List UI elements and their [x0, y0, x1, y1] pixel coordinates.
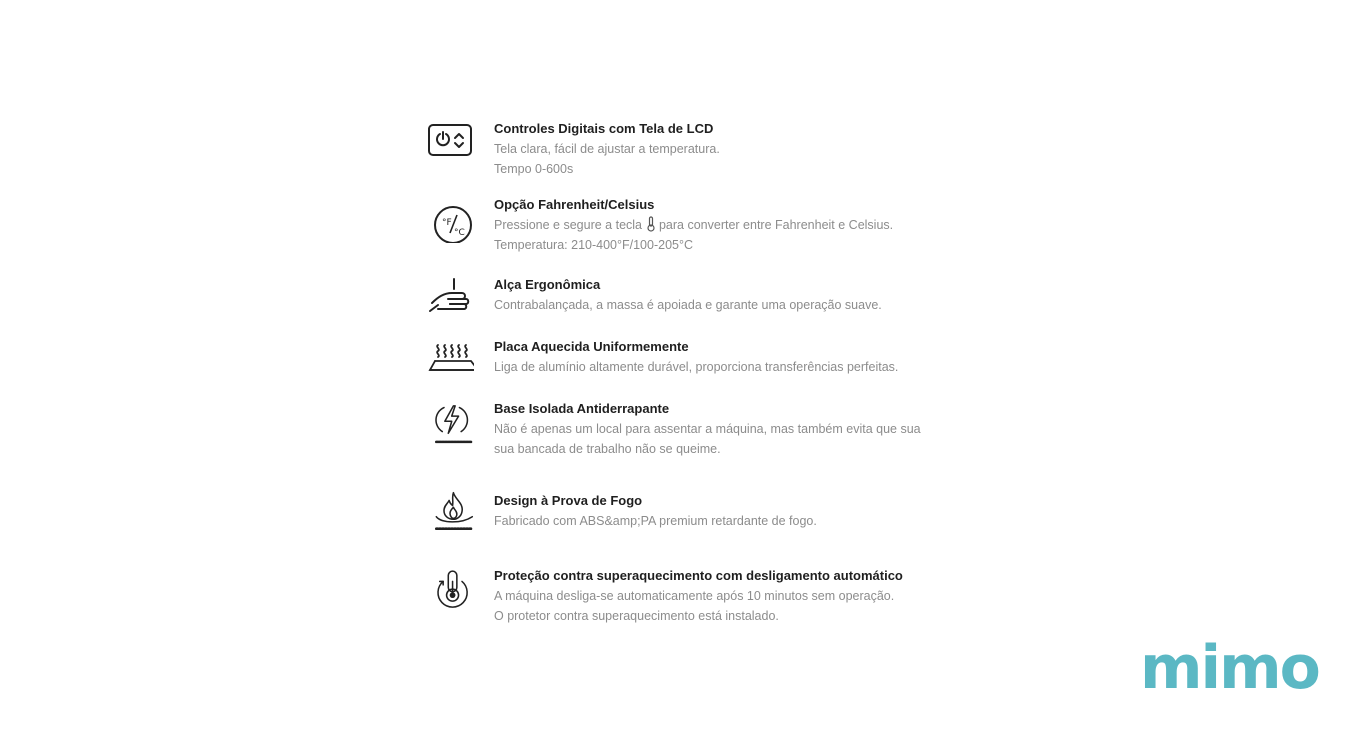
hand-handle-icon: [426, 275, 474, 323]
svg-text:°C: °C: [454, 228, 465, 238]
feature-title: Design à Prova de Fogo: [494, 493, 643, 508]
feature-desc-line: Fabricado com ABS&amp;PA premium retardante de fogo.: [494, 514, 817, 528]
insulated-base-icon: [426, 399, 474, 447]
feature-desc-line: O protetor contra superaquecimento está instalado.: [494, 609, 779, 623]
feature-desc-line: Liga de alumínio altamente durável, proporciona transferências perfeitas.: [494, 360, 899, 374]
mimo-logo: [1140, 630, 1320, 700]
feature-desc-line: Tela clara, fácil de ajustar a temperatura.: [494, 142, 720, 156]
thermometer-key-icon: [646, 216, 656, 232]
fireproof-icon: [426, 491, 474, 539]
heated-plate-icon: [426, 337, 474, 385]
feature-desc-line: Temperatura: 210-400°F/100-205°C: [494, 238, 693, 252]
logo-text: mimo: [1140, 633, 1319, 700]
feature-desc-before-key: Pressione e segure a tecla: [494, 218, 643, 232]
feature-title: Proteção contra superaquecimento com desligamento automático: [494, 568, 903, 583]
feature-desc-after-key: para converter entre Fahrenheit e Celsius.: [658, 218, 894, 232]
feature-desc-line: Contrabalançada, a massa é apoiada e garante uma operação suave.: [494, 298, 882, 312]
feature-desc-line: A máquina desliga-se automaticamente após 10 minutos sem operação.: [494, 589, 895, 603]
feature-desc-line: [494, 215, 964, 235]
digital-controls-icon: [426, 119, 474, 167]
svg-text:°F: °F: [442, 218, 452, 228]
feature-title: Opção Fahrenheit/Celsius: [494, 197, 655, 212]
feature-desc-line: Tempo 0-600s: [494, 162, 574, 176]
feature-title: Base Isolada Antiderrapante: [494, 401, 670, 416]
feature-title: Alça Ergonômica: [494, 277, 601, 292]
feature-title: Controles Digitais com Tela de LCD: [494, 121, 714, 136]
overheat-protection-icon: [426, 566, 474, 614]
fahrenheit-celsius-icon: [426, 195, 474, 243]
feature-title: Placa Aquecida Uniformemente: [494, 339, 689, 354]
feature-desc-line: sua bancada de trabalho não se queime.: [494, 442, 721, 456]
feature-desc-line: Não é apenas um local para assentar a máquina, mas também evita que sua: [494, 422, 921, 436]
